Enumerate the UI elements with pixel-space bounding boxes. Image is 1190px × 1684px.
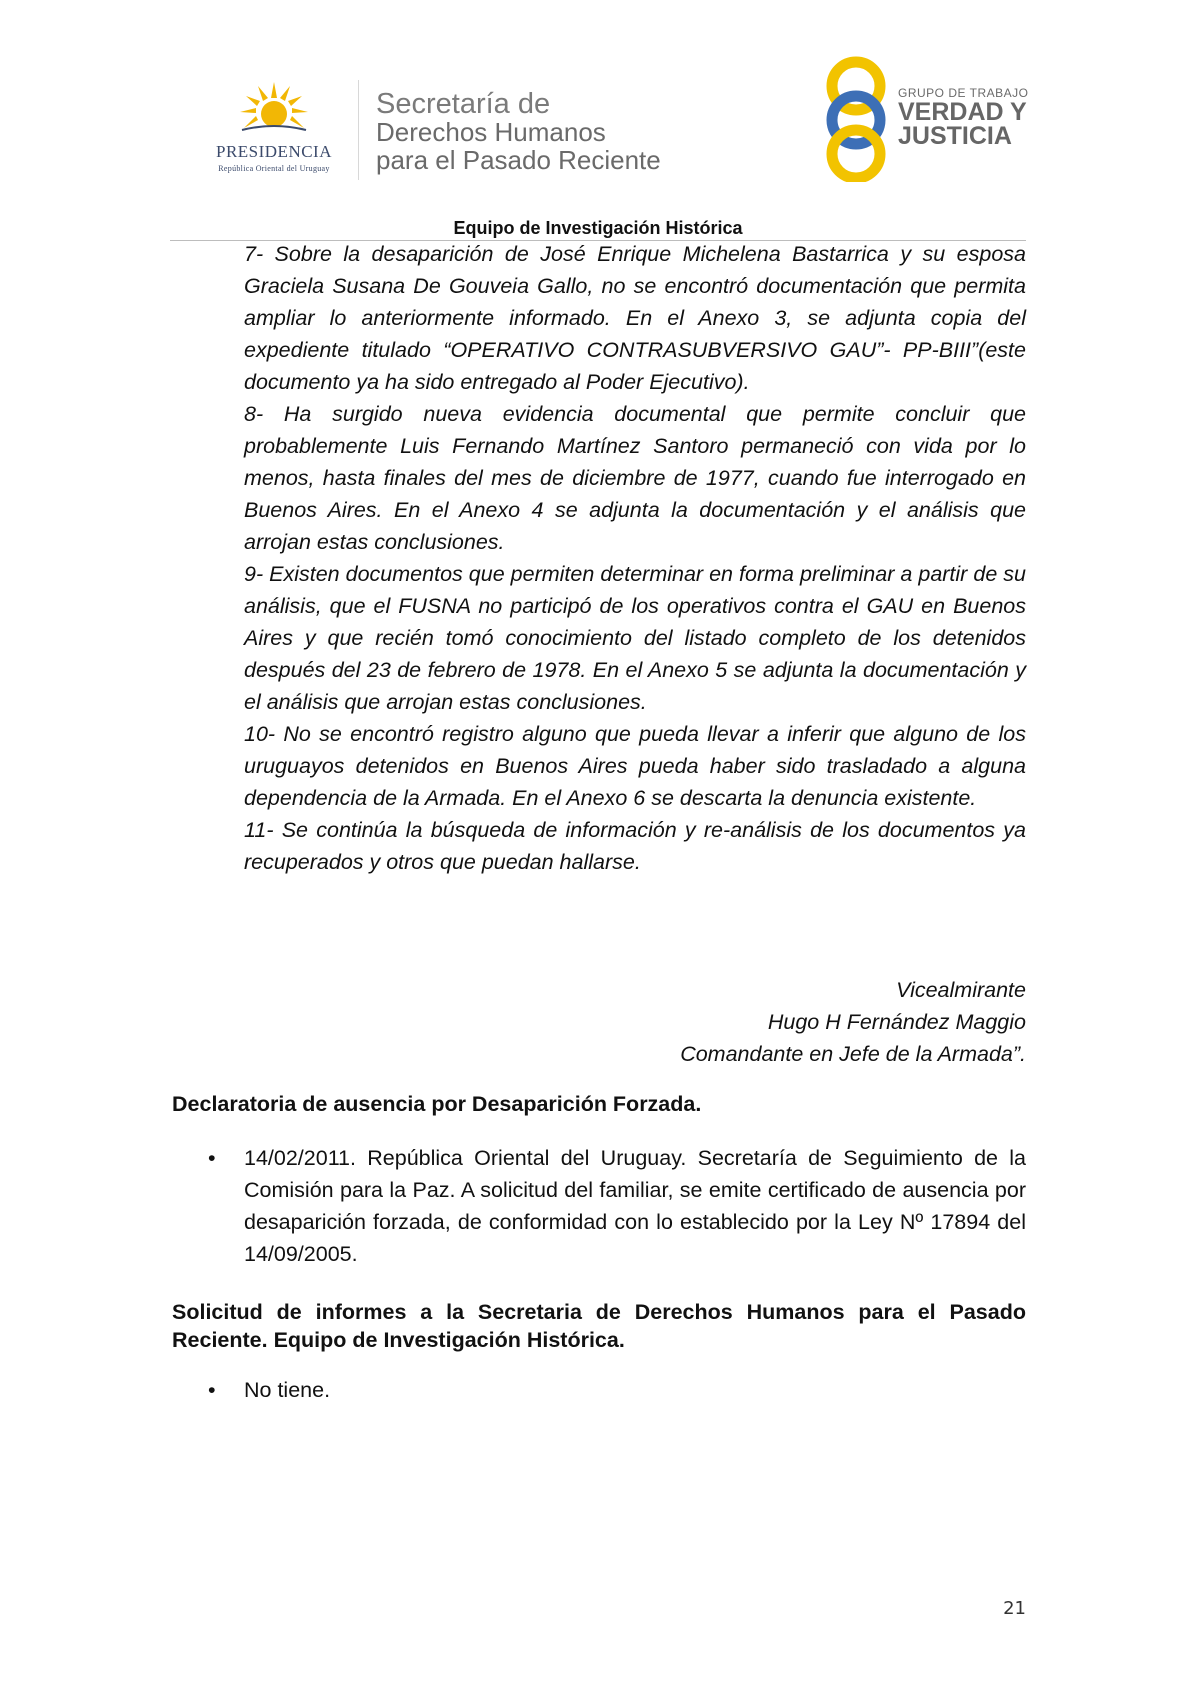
header-divider — [358, 80, 359, 180]
solicitud-entry: No tiene. — [244, 1378, 331, 1402]
signature-block — [560, 974, 1026, 1070]
secretaria-line-3: para el Pasado Reciente — [376, 145, 661, 175]
signature-name: Hugo H Fernández Maggio — [767, 1010, 1026, 1034]
secretaria-line-1: Secretaría de — [376, 88, 551, 120]
presidencia-name: PRESIDENCIA — [215, 142, 332, 161]
page-header — [0, 0, 1190, 240]
finding-item: 10- No se encontró registro alguno que pueda llevar a inferir que alguno de los uruguayos detenidos en Buenos Aires pueda haber sido trasladado a alguna dependencia de la Armada. En el Anexo 6 se descarta la denuncia existente. — [244, 722, 1026, 810]
finding-item: 8- Ha surgido nueva evidencia documental que permite concluir que probablemente Luis Fernando Martínez Santoro permaneció con vida por lo menos, hasta finales del mes de diciembre de 1977, cuando fue interrogado en Buenos Aires. En el Anexo 4 se adjunta la documentación y el análisis que arrojan estas conclusiones. — [244, 402, 1026, 554]
bullet-icon: • — [208, 1146, 216, 1170]
presidencia-subtitle: República Oriental del Uruguay — [218, 164, 330, 173]
vj-justicia: JUSTICIA — [898, 122, 1012, 150]
vj-verdad: VERDAD Y — [898, 98, 1027, 126]
quoted-findings — [244, 238, 1026, 878]
bullet-icon: • — [208, 1378, 216, 1402]
finding-item: 7- Sobre la desaparición de José Enrique Michelena Bastarrica y su esposa Graciela Susana De Gouveia Gallo, no se encontró documentación que permita ampliar lo anteriormente informado. En el Anexo 3, se adjunta copia del expediente titulado “OPERATIVO CONTRASUBVERSIVO GAU”- PP-BIII”(este documento ya ha sido entregado al Poder Ejecutivo). — [244, 242, 1026, 394]
secretaria-logo-text — [376, 90, 661, 174]
finding-item: 9- Existen documentos que permiten determinar en forma preliminar a partir de su análisis, que el FUSNA no participó de los operativos contra el GAU en Buenos Aires y que recién tomó conocimiento del listado completo de los detenidos después del 23 de febrero de 1978. En el Anexo 5 se adjunta la documentación y el análisis que arrojan estas conclusiones. — [244, 562, 1026, 714]
team-title: Equipo de Investigación Histórica — [453, 218, 743, 238]
declaratoria-entry: 14/02/2011. República Oriental del Uruguay. Secretaría de Seguimiento de la Comisión para la Paz. A solicitud del familiar, se emite certificado de ausencia por desaparición forzada, de conformidad con lo establecido por la Ley Nº 17894 del 14/09/2005. — [244, 1146, 1026, 1266]
signature-rank: Vicealmirante — [896, 978, 1026, 1002]
section-heading-declaratoria: Declaratoria de ausencia por Desaparición Forzada. — [172, 1092, 702, 1116]
section-heading-solicitud: Solicitud de informes a la Secretaria de Derechos Humanos para el Pasado Reciente. Equipo de Investigación Histórica. — [172, 1300, 1026, 1352]
presidencia-logo — [196, 80, 352, 180]
page-number: 21 — [1003, 1598, 1026, 1619]
signature-title: Comandante en Jefe de la Armada”. — [680, 1042, 1026, 1066]
vj-group-label: GRUPO DE TRABAJO — [898, 86, 1029, 100]
secretaria-line-2: Derechos Humanos — [376, 117, 606, 147]
finding-item: 11- Se continúa la búsqueda de información y re-análisis de los documentos ya recuperados y otros que puedan hallarse. — [244, 818, 1026, 874]
verdad-justicia-text — [898, 86, 1028, 148]
sun-icon — [238, 80, 310, 142]
